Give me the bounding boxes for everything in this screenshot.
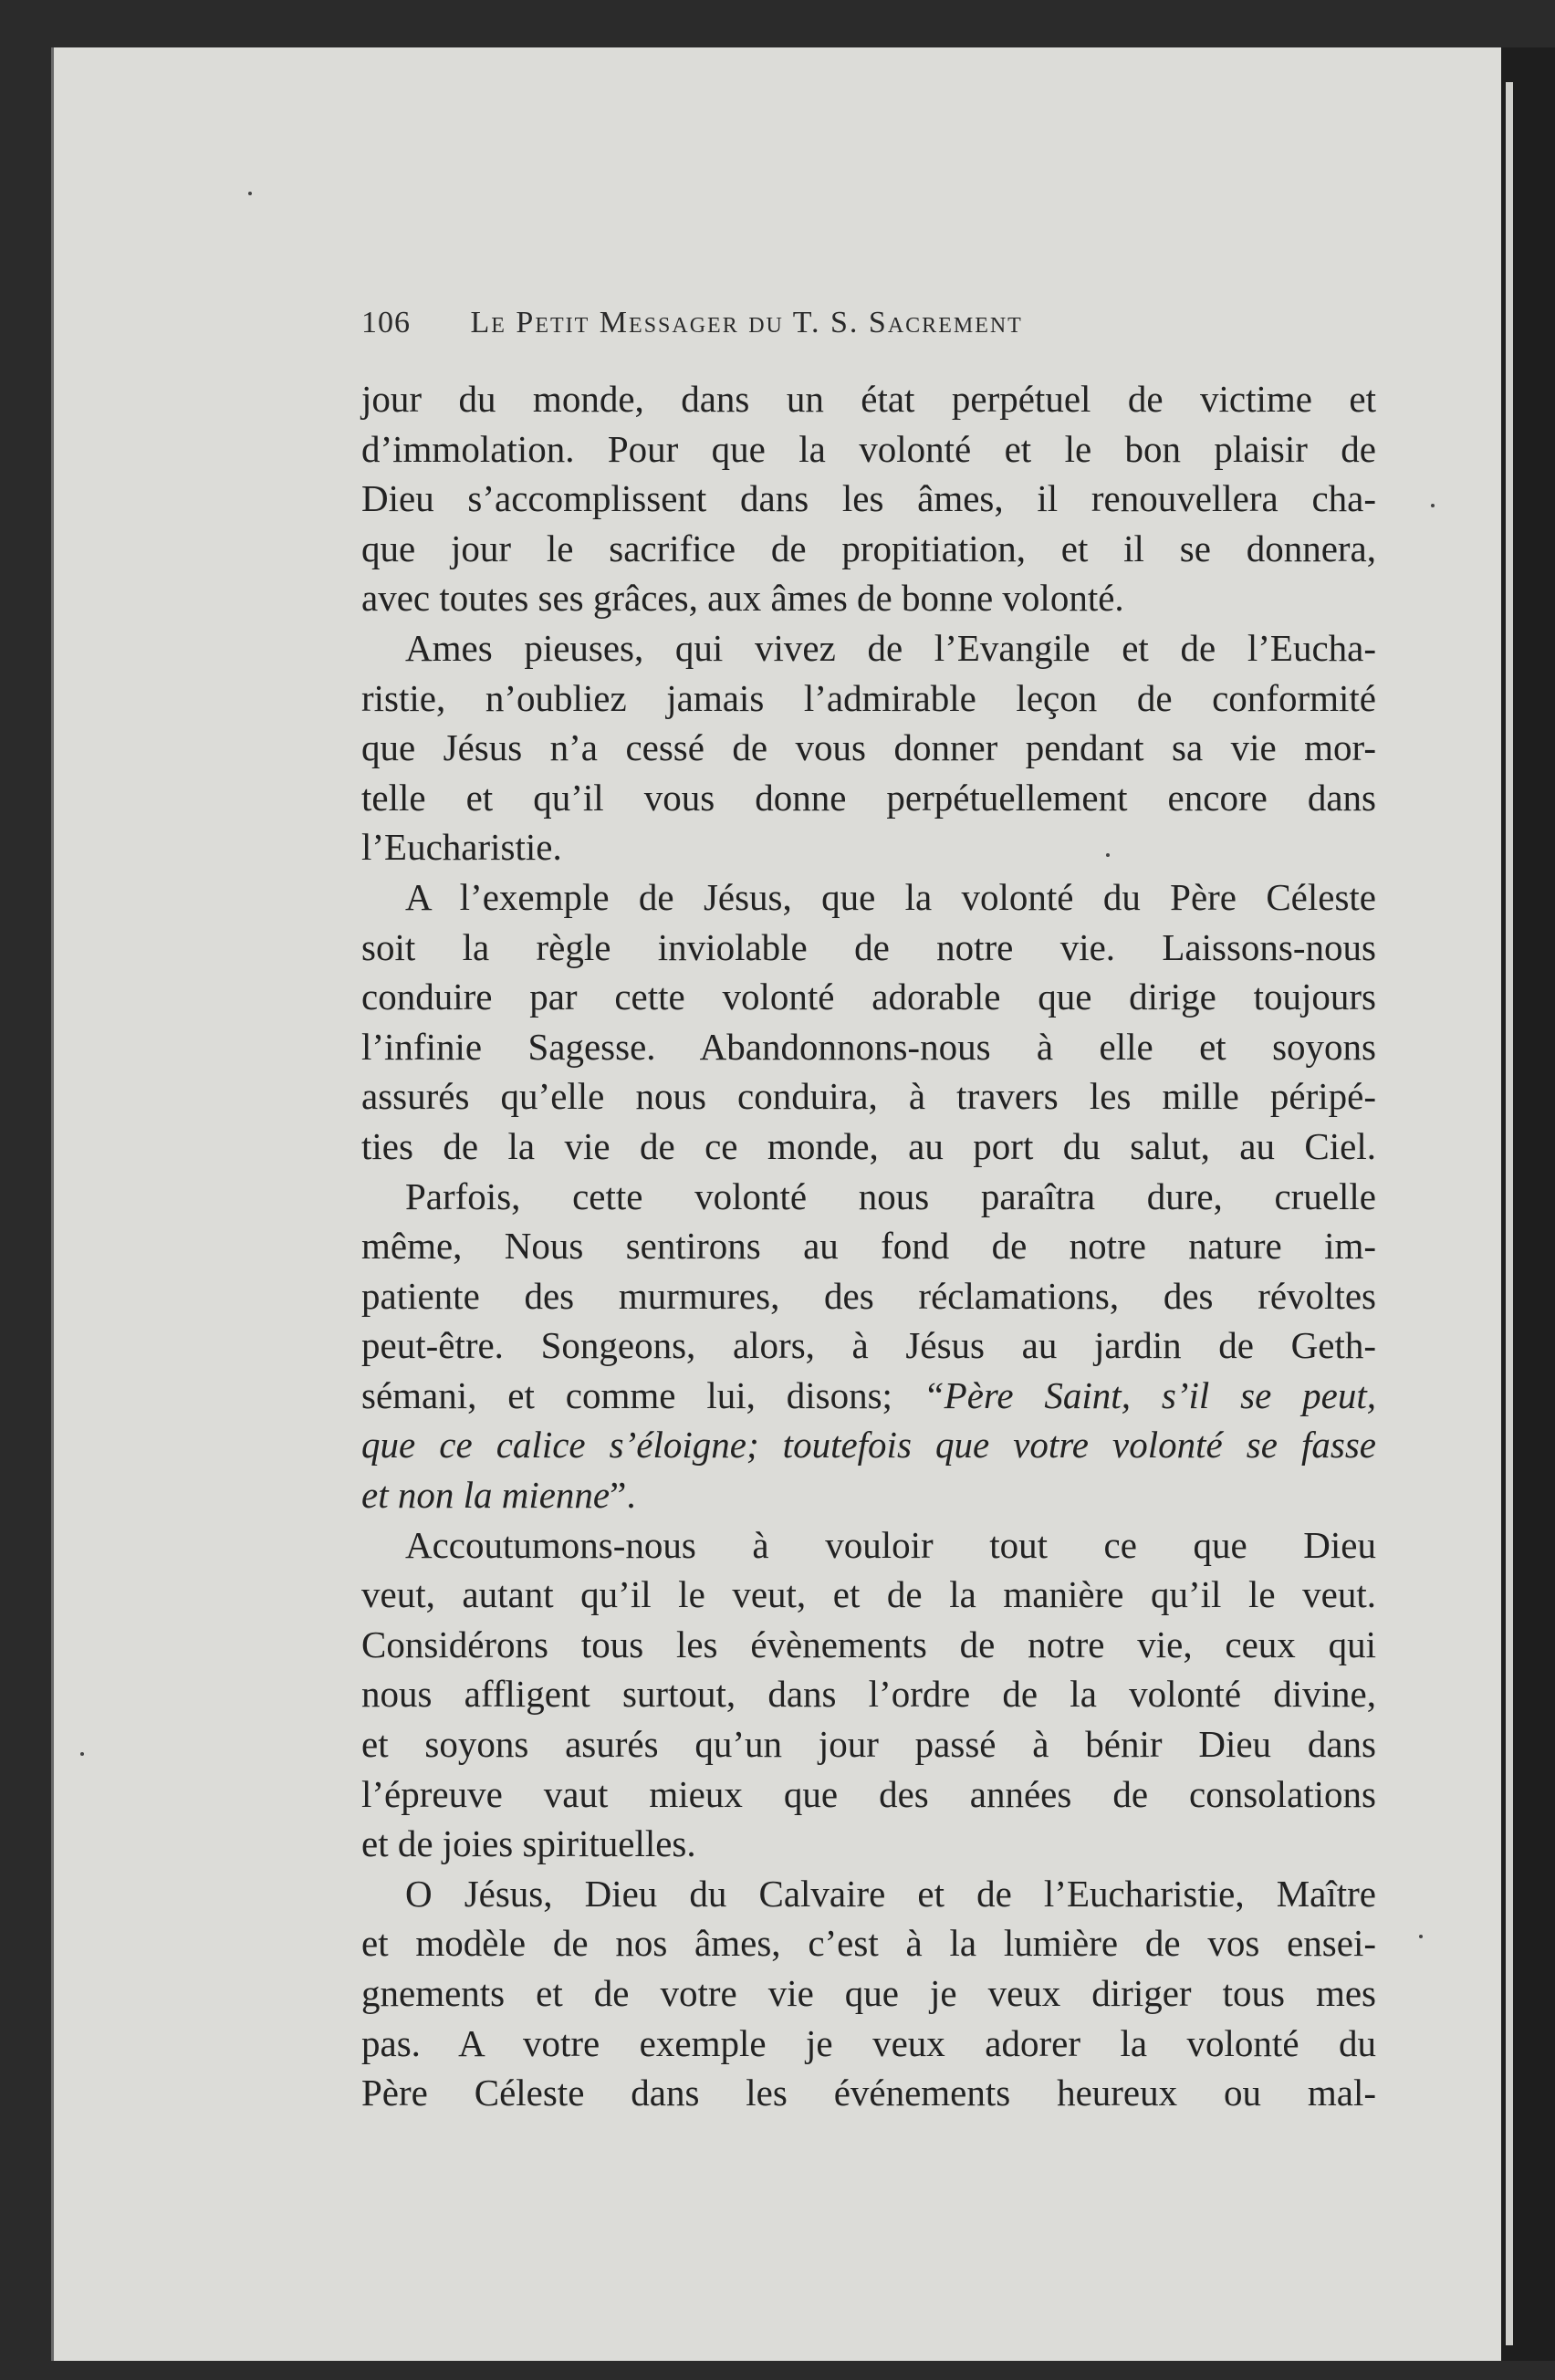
text-line: d’immolation. Pour que la volonté et le bon plaisir de	[361, 427, 1376, 470]
text-line: l’infinie Sagesse. Abandonnons-nous à elle et soyons	[361, 1025, 1376, 1068]
facing-page-edge	[1506, 82, 1513, 2345]
text-line: que jour le sacrifice de propitiation, et il se donnera,	[361, 527, 1376, 569]
text-line: avec toutes ses grâces, aux âmes de bonne volonté.	[361, 577, 1124, 620]
text-line: Père Céleste dans les événements heureux ou mal-	[361, 2072, 1376, 2114]
paragraph-start: O Jésus, Dieu du Calvaire et de l’Eucharistie, Maître	[405, 1872, 1376, 1915]
text-line: peut-être. Songeons, alors, à Jésus au jardin de Geth-	[361, 1324, 1376, 1367]
text-line: conduire par cette volonté adorable que dirige toujours	[361, 976, 1376, 1018]
text-line: veut, autant qu’il le veut, et de la manière qu’il le veut.	[361, 1573, 1376, 1616]
text-line: Dieu s’accomplissent dans les âmes, il renouvellera cha-	[361, 477, 1376, 520]
text-line: gnements et de votre vie que je veux diriger tous mes	[361, 1972, 1376, 2014]
text-line: ties de la vie de ce monde, au port du salut, au Ciel.	[361, 1124, 1376, 1167]
text-line: patiente des murmures, des réclamations, des révoltes	[361, 1274, 1376, 1317]
text-line: même, Nous sentirons au fond de notre nature im-	[361, 1225, 1376, 1268]
text-line: assurés qu’elle nous conduira, à travers les mille péripé-	[361, 1075, 1376, 1118]
scan-speck	[80, 1752, 84, 1756]
text-line: sémani, et comme lui, disons; “Père Saint, s’il se peut,	[361, 1373, 1376, 1416]
scan-speck	[1419, 1935, 1423, 1938]
text-line: et non la mienne”.	[361, 1474, 636, 1517]
page-number: 106	[361, 306, 411, 339]
scan-speck	[1431, 504, 1435, 507]
text-line: jour du monde, dans un état perpétuel de victime et	[361, 378, 1376, 420]
italic-quote: que ce calice s’éloigne; toutefois que votre volonté se fasse	[361, 1424, 1376, 1467]
text-line: ristie, n’oubliez jamais l’admirable leçon de conformité	[361, 676, 1376, 719]
running-header	[361, 306, 1274, 340]
scan-speck	[1106, 853, 1110, 857]
italic-quote: “Père Saint, s’il se peut,	[923, 1373, 1376, 1416]
text-line: nous affligent surtout, dans l’ordre de la volonté divine,	[361, 1673, 1376, 1716]
text-line: l’épreuve vaut mieux que des années de consolations	[361, 1772, 1376, 1815]
paragraph-start: A l’exemple de Jésus, que la volonté du Père Céleste	[405, 875, 1376, 918]
text-line: que Jésus n’a cessé de vous donner pendant sa vie mor-	[361, 726, 1376, 769]
paragraph-start: Ames pieuses, qui vivez de l’Evangile et de l’Eucha-	[405, 626, 1376, 669]
text-line	[361, 1420, 1376, 1470]
text-line: et modèle de nos âmes, c’est à la lumière de vos ensei-	[361, 1922, 1376, 1965]
text-line: soit la règle inviolable de notre vie. Laissons-nous	[361, 925, 1376, 968]
scan-speck	[248, 192, 252, 195]
paragraph-start: Accoutumons-nous à vouloir tout ce que Dieu	[405, 1523, 1376, 1566]
text-line: et soyons asurés qu’un jour passé à bénir Dieu dans	[361, 1723, 1376, 1766]
text-line: et de joies spirituelles.	[361, 1822, 696, 1865]
text-line: pas. A votre exemple je veux adorer la volonté du	[361, 2021, 1376, 2064]
text-line: l’Eucharistie.	[361, 826, 562, 869]
running-title: Le Petit Messager du T. S. Sacrement	[470, 306, 1023, 339]
body-text	[361, 374, 1376, 2118]
text-line: telle et qu’il vous donne perpétuellement encore dans	[361, 776, 1376, 819]
paragraph-start: Parfois, cette volonté nous paraîtra dure, cruelle	[405, 1174, 1376, 1217]
text-line: Considérons tous les évènements de notre vie, ceux qui	[361, 1623, 1376, 1665]
italic-quote: et non la mienne	[361, 1474, 611, 1517]
